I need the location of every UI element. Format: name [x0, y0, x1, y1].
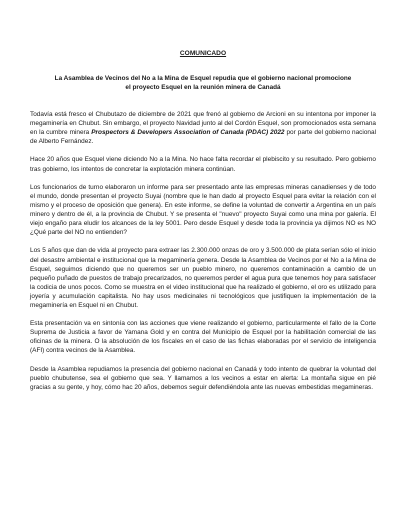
paragraph-1 [30, 110, 376, 146]
paragraph-6: Desde la Asamblea repudiamos la presencia del gobierno nacional en Canadá y todo intento de quebrar la voluntad del pueblo chubutense, sea el gobierno que sea. Y llamamos a los vecinos a estar en alerta: La montaña sigue en pié gracias a su gente, y hoy, cómo hac 20 años, debemos seguir defendiéndola ante las nuevas embestidas megamineras. [30, 365, 376, 391]
document-heading: COMUNICADO [179, 50, 227, 57]
title-line-2: el proyecto Esquel en la reunión minera de Canadá [125, 84, 281, 91]
paragraph-1-text-a: Todavía está fresco el Chubutazo de diciembre de 2021 que frenó al gobierno de Arcioni en su intentona por imponer la megaminería en Chubut. Sin embargo, el proyecto Navidad junto al del Cordón Esquel, son promocionados esta semana en la cumbre minera [30, 111, 376, 137]
paragraph-1-text-b: por parte del gobierno nacional de Alberto Fernández. [30, 129, 377, 146]
paragraph-1-event-name: Prospectors & Developers Association of Canada (PDAC) 2022 [91, 129, 285, 137]
paragraph-5: Esta presentación va en sintonía con las acciones que viene realizando el gobierno, particularmente el fallo de la Corte Suprema de Justicia a favor de Yamana Gold y en contra del Municipio de Esquel por la habilitación comercial de las oficinas de la minera. O la absolución de los fiscales en el caso de las fichas elaboradas por el servicio de inteligencia (AFI) contra vecinos de la Asamblea. [30, 320, 376, 355]
paragraph-2: Hace 20 años que Esquel viene diciendo No a la Mina. No hace falta recordar el plebiscito y su resultado. Pero gobierno tras gobierno, los intentos de concretar la explotación minera continúan. [30, 156, 376, 173]
paragraph-3: Los funcionarios de turno elaboraron un informe para ser presentado ante las empresas mineras canadienses y de todo el mundo, donde presentan el proyecto Suyai (nombre que le han dado al proyecto Esquel para evitar la relación con el mismo y el proceso de oposición que genera). En este informe, se define la voluntad de convertir a Argentina en un país minero y dentro de él, a la provincia de Chubut. Y se presenta el "nuevo" proyecto Suyai como una mina por galería. El viejo engaño para eludir los alcances de la ley 5001. Pero desde Esquel y desde toda la provincia ya dijimos NO es NO ¿Qué parte del NO no entienden? [30, 183, 376, 237]
title-line-1: La Asamblea de Vecinos del No a la Mina de Esquel repudia que el gobierno nacional promocione [54, 75, 352, 82]
document-title [30, 74, 376, 92]
paragraph-4: Los 5 años que dan de vida al proyecto para extraer las 2.300.000 onzas de oro y 3.500.000 de plata serían sólo el inicio del desastre ambiental e institucional que la megaminería genera. Desde la Asamblea de Vecinos por el No a la Mina de Esquel, seguimos diciendo que no queremos ser un pueblo minero, no queremos contaminación a cambio de un pequeño puñado de puestos de trabajo precarizados, no queremos perder el agua pura que tenemos hoy para satisfacer la codicia de unos pocos. Como se muestra en el video institucional que ha realizado el gobierno, el oro es utilizado para joyería y acumulación capitalista. No hay usos medicinales ni tecnológicos que justifiquen la implementación de la megaminería en Esquel ni en Chubut. [30, 247, 376, 309]
